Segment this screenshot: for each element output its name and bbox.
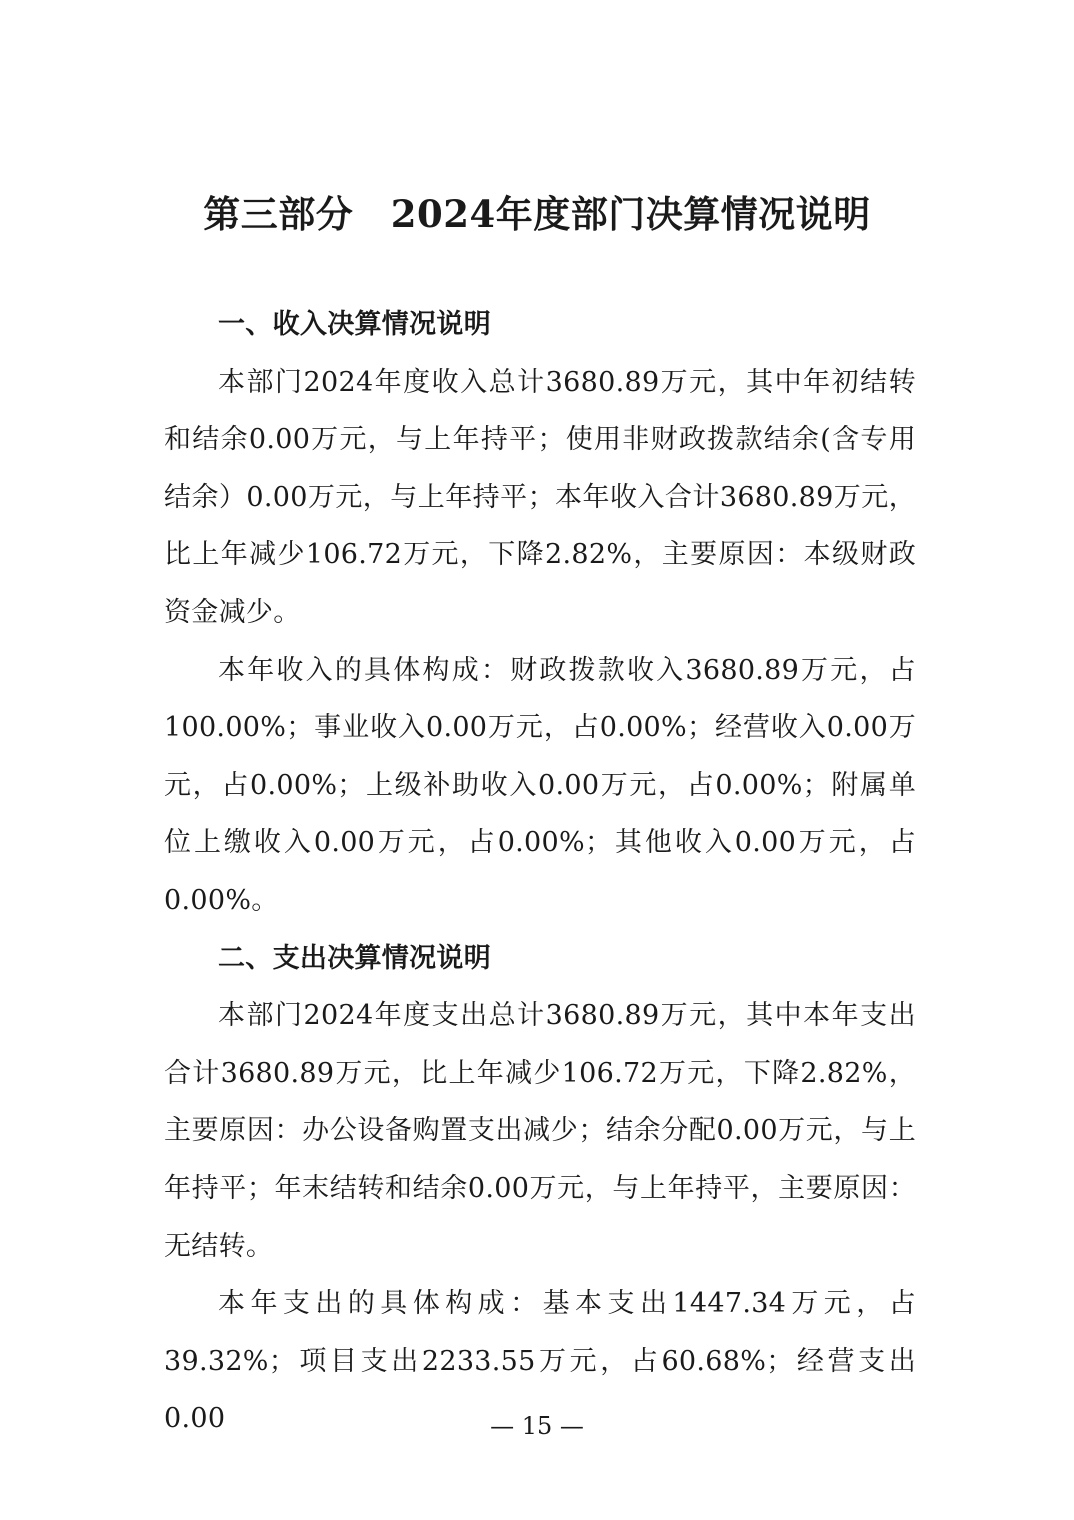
income-composition-paragraph: 本年收入的具体构成：财政拨款收入3680.89万元，占100.00%；事业收入0.00万元，占0.00%；经营收入0.00万元，占0.00%；上级补助收入0.00万元，占0.00%；附属单位上缴收入0.00万元，占0.00%；其他收入0.00万元，占0.00%。: [164, 654, 916, 916]
page-title: 第三部分 2024年度部门决算情况说明: [203, 192, 871, 236]
expenditure-composition-paragraph: 本年支出的具体构成：基本支出1447.34万元，占39.32%；项目支出2233.55万元，占60.68%；经营支出0.00: [164, 1288, 916, 1435]
expenditure-summary-paragraph: 本部门2024年度支出总计3680.89万元，其中本年支出合计3680.89万元，比上年减少106.72万元，下降2.82%，主要原因：办公设备购置支出减少；结余分配0.00万元，与上年持平；年末结转和结余0.00万元，与上年持平，主要原因：无结转。: [164, 1000, 916, 1262]
income-summary-paragraph: 本部门2024年度收入总计3680.89万元，其中年初结转和结余0.00万元，与上年持平；使用非财政拨款结余(含专用结余）0.00万元，与上年持平；本年收入合计3680.89万元，比上年减少106.72万元，下降2.82%，主要原因：本级财政资金减少。: [164, 366, 916, 628]
section-heading-income: 一、收入决算情况说明: [218, 309, 491, 340]
document-body: [164, 296, 916, 1448]
section-heading-expenditure: 二、支出决算情况说明: [218, 942, 491, 974]
page-number: — 15 —: [490, 1412, 584, 1440]
